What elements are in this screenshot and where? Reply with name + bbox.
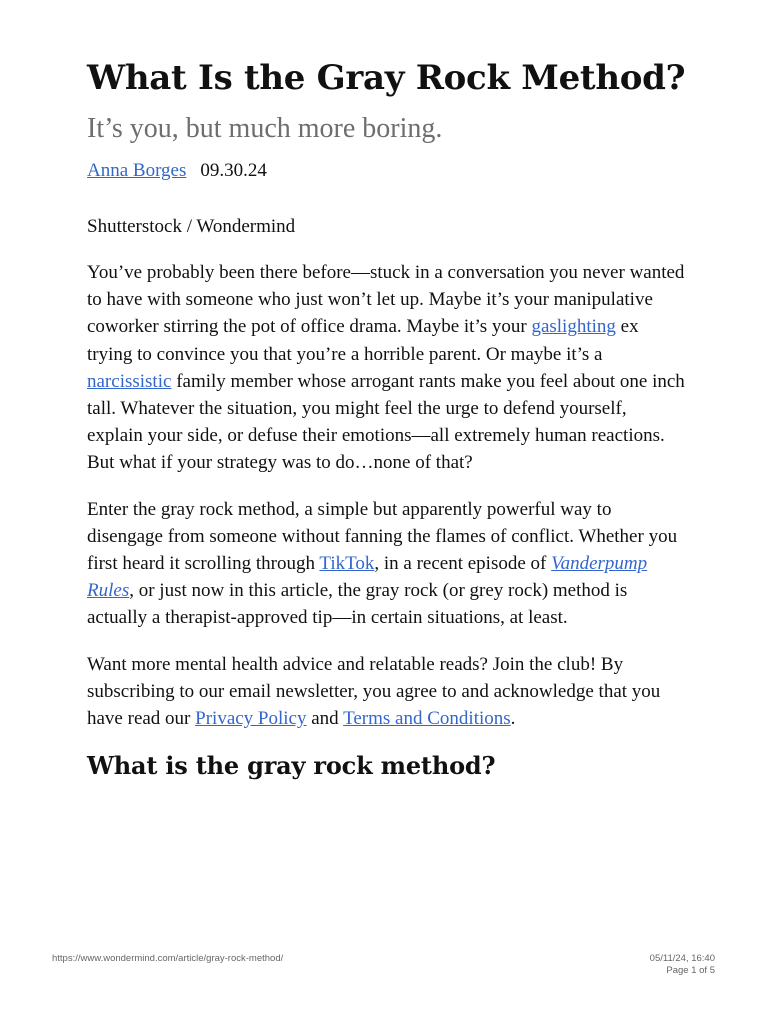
paragraph-text: and xyxy=(306,708,344,730)
footer-url: https://www.wondermind.com/article/gray-rock-method/ xyxy=(52,953,284,964)
image-credit: Shutterstock / Wondermind xyxy=(87,216,296,237)
author-link[interactable]: Anna Borges xyxy=(87,160,187,181)
privacy-policy-link[interactable]: Privacy Policy xyxy=(195,708,307,730)
footer-page-number: Page 1 of 5 xyxy=(666,965,715,976)
paragraph-text: Enter the gray rock method, a simple but apparently powerful way to disengage from someone without fanning the flames of conflict. Whether you first heard it scrolling through xyxy=(87,498,678,575)
paragraph-2 xyxy=(87,496,687,632)
paragraph-1 xyxy=(87,259,687,477)
gaslighting-link[interactable]: gaslighting xyxy=(531,316,616,338)
paragraph-text: Want more mental health advice and relatable reads? Join the club! By subscribing to our email newsletter, you agree to and acknowledge that you have read our xyxy=(87,653,661,730)
paragraph-text: family member whose arrogant rants make you feel about one inch tall. Whatever the situation, you might feel the urge to defend yourself, explain your side, or defuse their emotions—all extremely human reactions. But what if your strategy was to do…none of that? xyxy=(87,370,685,474)
section-heading: What is the gray rock method? xyxy=(87,751,496,781)
terms-link[interactable]: Terms and Conditions xyxy=(343,708,511,730)
paragraph-3 xyxy=(87,651,687,733)
paragraph-text: . xyxy=(510,708,516,730)
byline xyxy=(87,158,687,184)
footer-timestamp: 05/11/24, 16:40 xyxy=(649,953,715,964)
paragraph-text: , or just now in this article, the gray rock (or grey rock) method is actually a therapist-approved tip—in certain situations, at least. xyxy=(87,580,628,629)
publish-date: 09.30.24 xyxy=(200,160,267,181)
narcissistic-link[interactable]: narcissistic xyxy=(87,370,172,392)
article-title: What Is the Gray Rock Method? xyxy=(87,58,686,98)
tiktok-link[interactable]: TikTok xyxy=(319,553,375,575)
paragraph-text: , in a recent episode of xyxy=(374,553,552,575)
paragraph-text: ex trying to convince you that you’re a horrible parent. Or maybe it’s a xyxy=(87,316,639,365)
article xyxy=(87,56,687,782)
article-subtitle: It’s you, but much more boring. xyxy=(87,113,443,144)
paragraph-text: You’ve probably been there before—stuck in a conversation you never wanted to have with someone who just won’t let up. Maybe it’s your manipulative coworker stirring the pot of office drama. Maybe it’s your xyxy=(87,262,685,338)
vanderpump-rules-link[interactable]: Vanderpump Rules xyxy=(87,553,648,602)
footer-meta xyxy=(650,953,715,977)
